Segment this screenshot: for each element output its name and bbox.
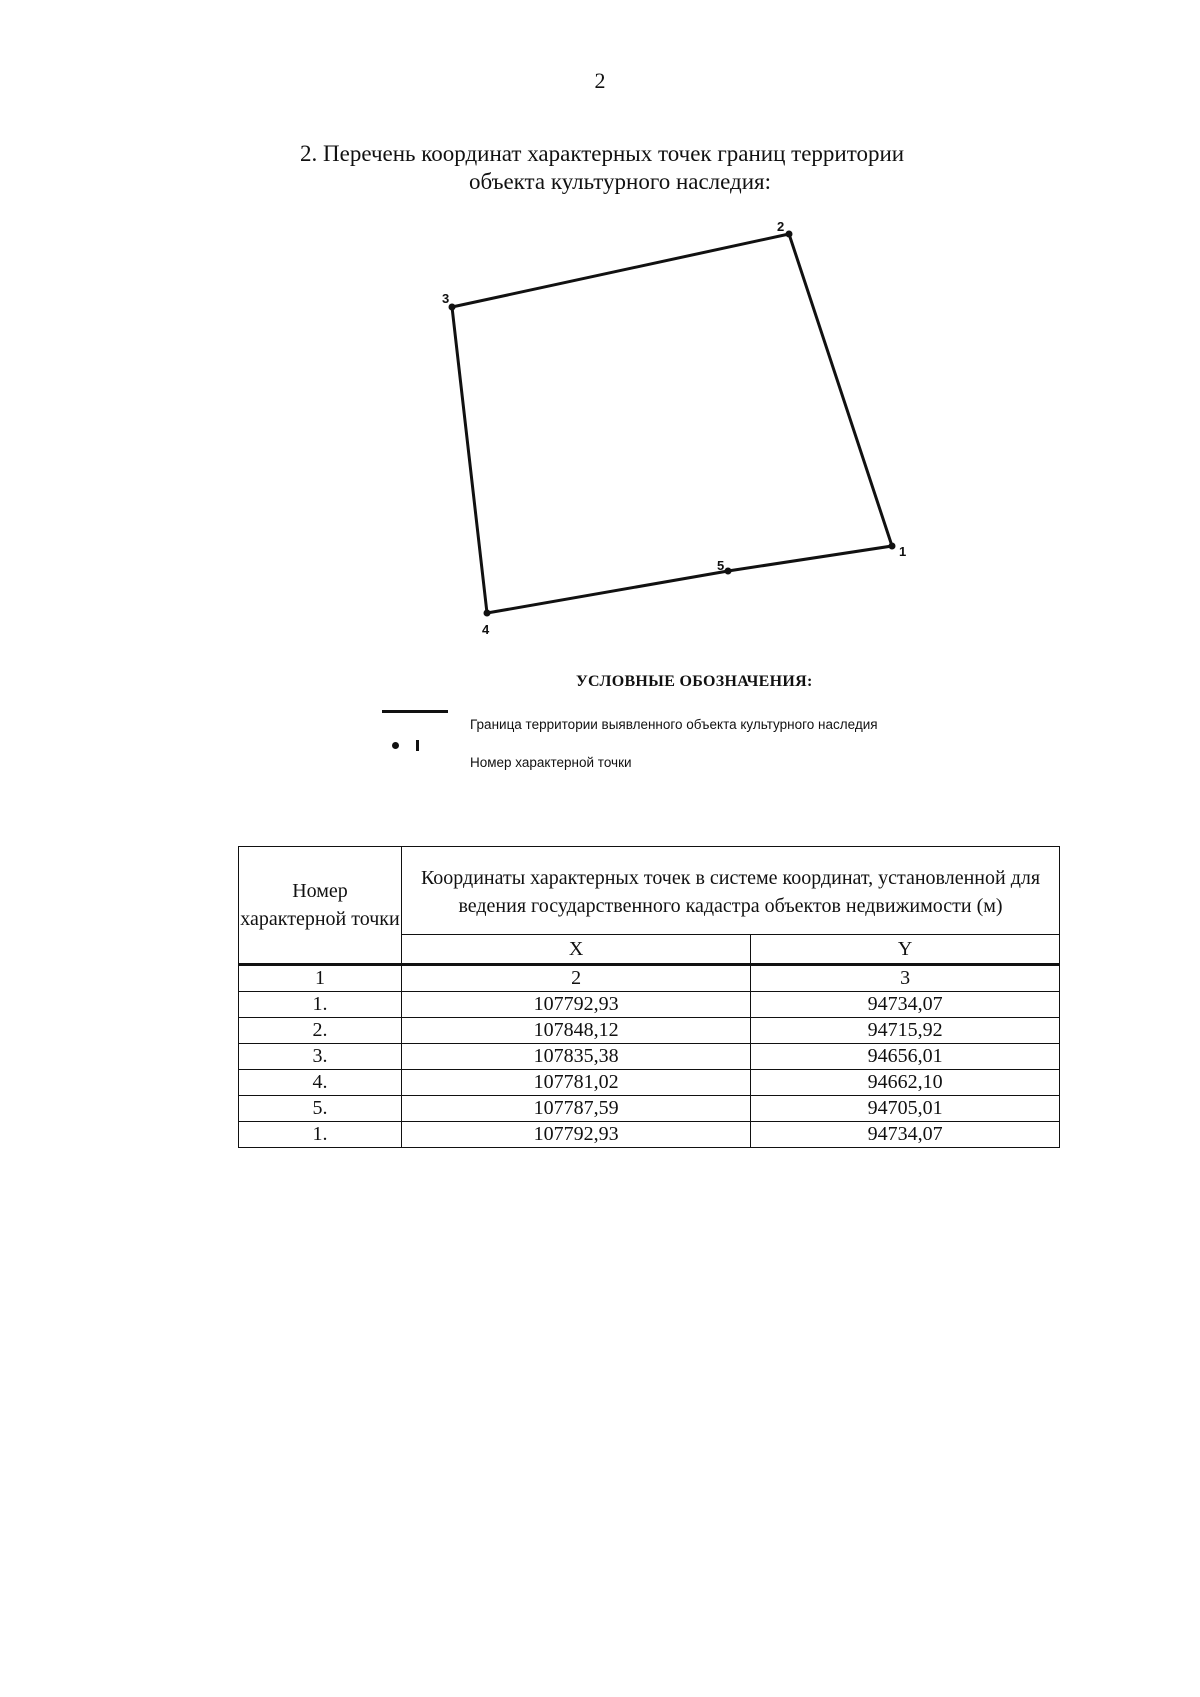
cell-x: 107792,93	[402, 992, 751, 1018]
cell-x: 107787,59	[402, 1096, 751, 1122]
table-row	[239, 992, 1060, 1018]
page-number: 2	[594, 68, 606, 93]
legend-boundary-label: Граница территории выявленного объекта культурного наследия	[470, 717, 878, 732]
header-coordinates: Координаты характерных точек в системе координат, установленной для ведения государственного кадастра объектов недвижимости (м)	[402, 847, 1060, 935]
column-index: 3	[751, 965, 1060, 992]
table-row	[239, 1070, 1060, 1096]
boundary-plan-diagram	[0, 0, 1200, 660]
cell-point-number: 3.	[239, 1044, 402, 1070]
point-label-5: 5	[717, 558, 725, 573]
cell-point-number: 2.	[239, 1018, 402, 1044]
cell-point-number: 5.	[239, 1096, 402, 1122]
cell-y: 94705,01	[751, 1096, 1060, 1122]
cell-y: 94656,01	[751, 1044, 1060, 1070]
legend-point-dot-symbol	[392, 742, 399, 749]
cell-x: 107835,38	[402, 1044, 751, 1070]
heading-line-2: объекта культурного наследия:	[468, 169, 772, 194]
legend-boundary-line-symbol	[382, 710, 448, 713]
boundary-polygon	[452, 234, 892, 613]
point-label-2: 2	[777, 219, 785, 234]
point-marker-3	[449, 304, 456, 311]
table-row	[239, 1018, 1060, 1044]
column-index: 2	[402, 965, 751, 992]
table-row	[239, 1122, 1060, 1148]
cell-point-number: 1.	[239, 1122, 402, 1148]
column-index-row	[239, 965, 1060, 992]
point-marker-2	[786, 231, 793, 238]
cell-y: 94734,07	[751, 1122, 1060, 1148]
cell-point-number: 4.	[239, 1070, 402, 1096]
table-row	[239, 1096, 1060, 1122]
column-index: 1	[239, 965, 402, 992]
point-marker-1	[889, 543, 896, 550]
header-y: Y	[751, 935, 1060, 965]
point-marker-4	[484, 610, 491, 617]
cell-x: 107848,12	[402, 1018, 751, 1044]
point-label-4: 4	[482, 622, 490, 637]
cell-x: 107781,02	[402, 1070, 751, 1096]
legend-point-label: Номер характерной точки	[470, 755, 632, 770]
legend-title: УСЛОВНЫЕ ОБОЗНАЧЕНИЯ:	[576, 673, 813, 690]
coordinates-table	[238, 846, 1060, 1148]
cell-point-number: 1.	[239, 992, 402, 1018]
table-row	[239, 1044, 1060, 1070]
cell-x: 107792,93	[402, 1122, 751, 1148]
cell-y: 94715,92	[751, 1018, 1060, 1044]
point-label-1: 1	[899, 544, 907, 559]
point-label-3: 3	[442, 291, 450, 306]
header-x: X	[402, 935, 751, 965]
legend-point-number-symbol	[416, 740, 419, 751]
point-marker-5	[725, 568, 732, 575]
cell-y: 94662,10	[751, 1070, 1060, 1096]
header-point-number: Номер характерной точки	[239, 847, 402, 965]
cell-y: 94734,07	[751, 992, 1060, 1018]
heading-line-1: 2. Перечень координат характерных точек границ территории	[300, 141, 905, 166]
